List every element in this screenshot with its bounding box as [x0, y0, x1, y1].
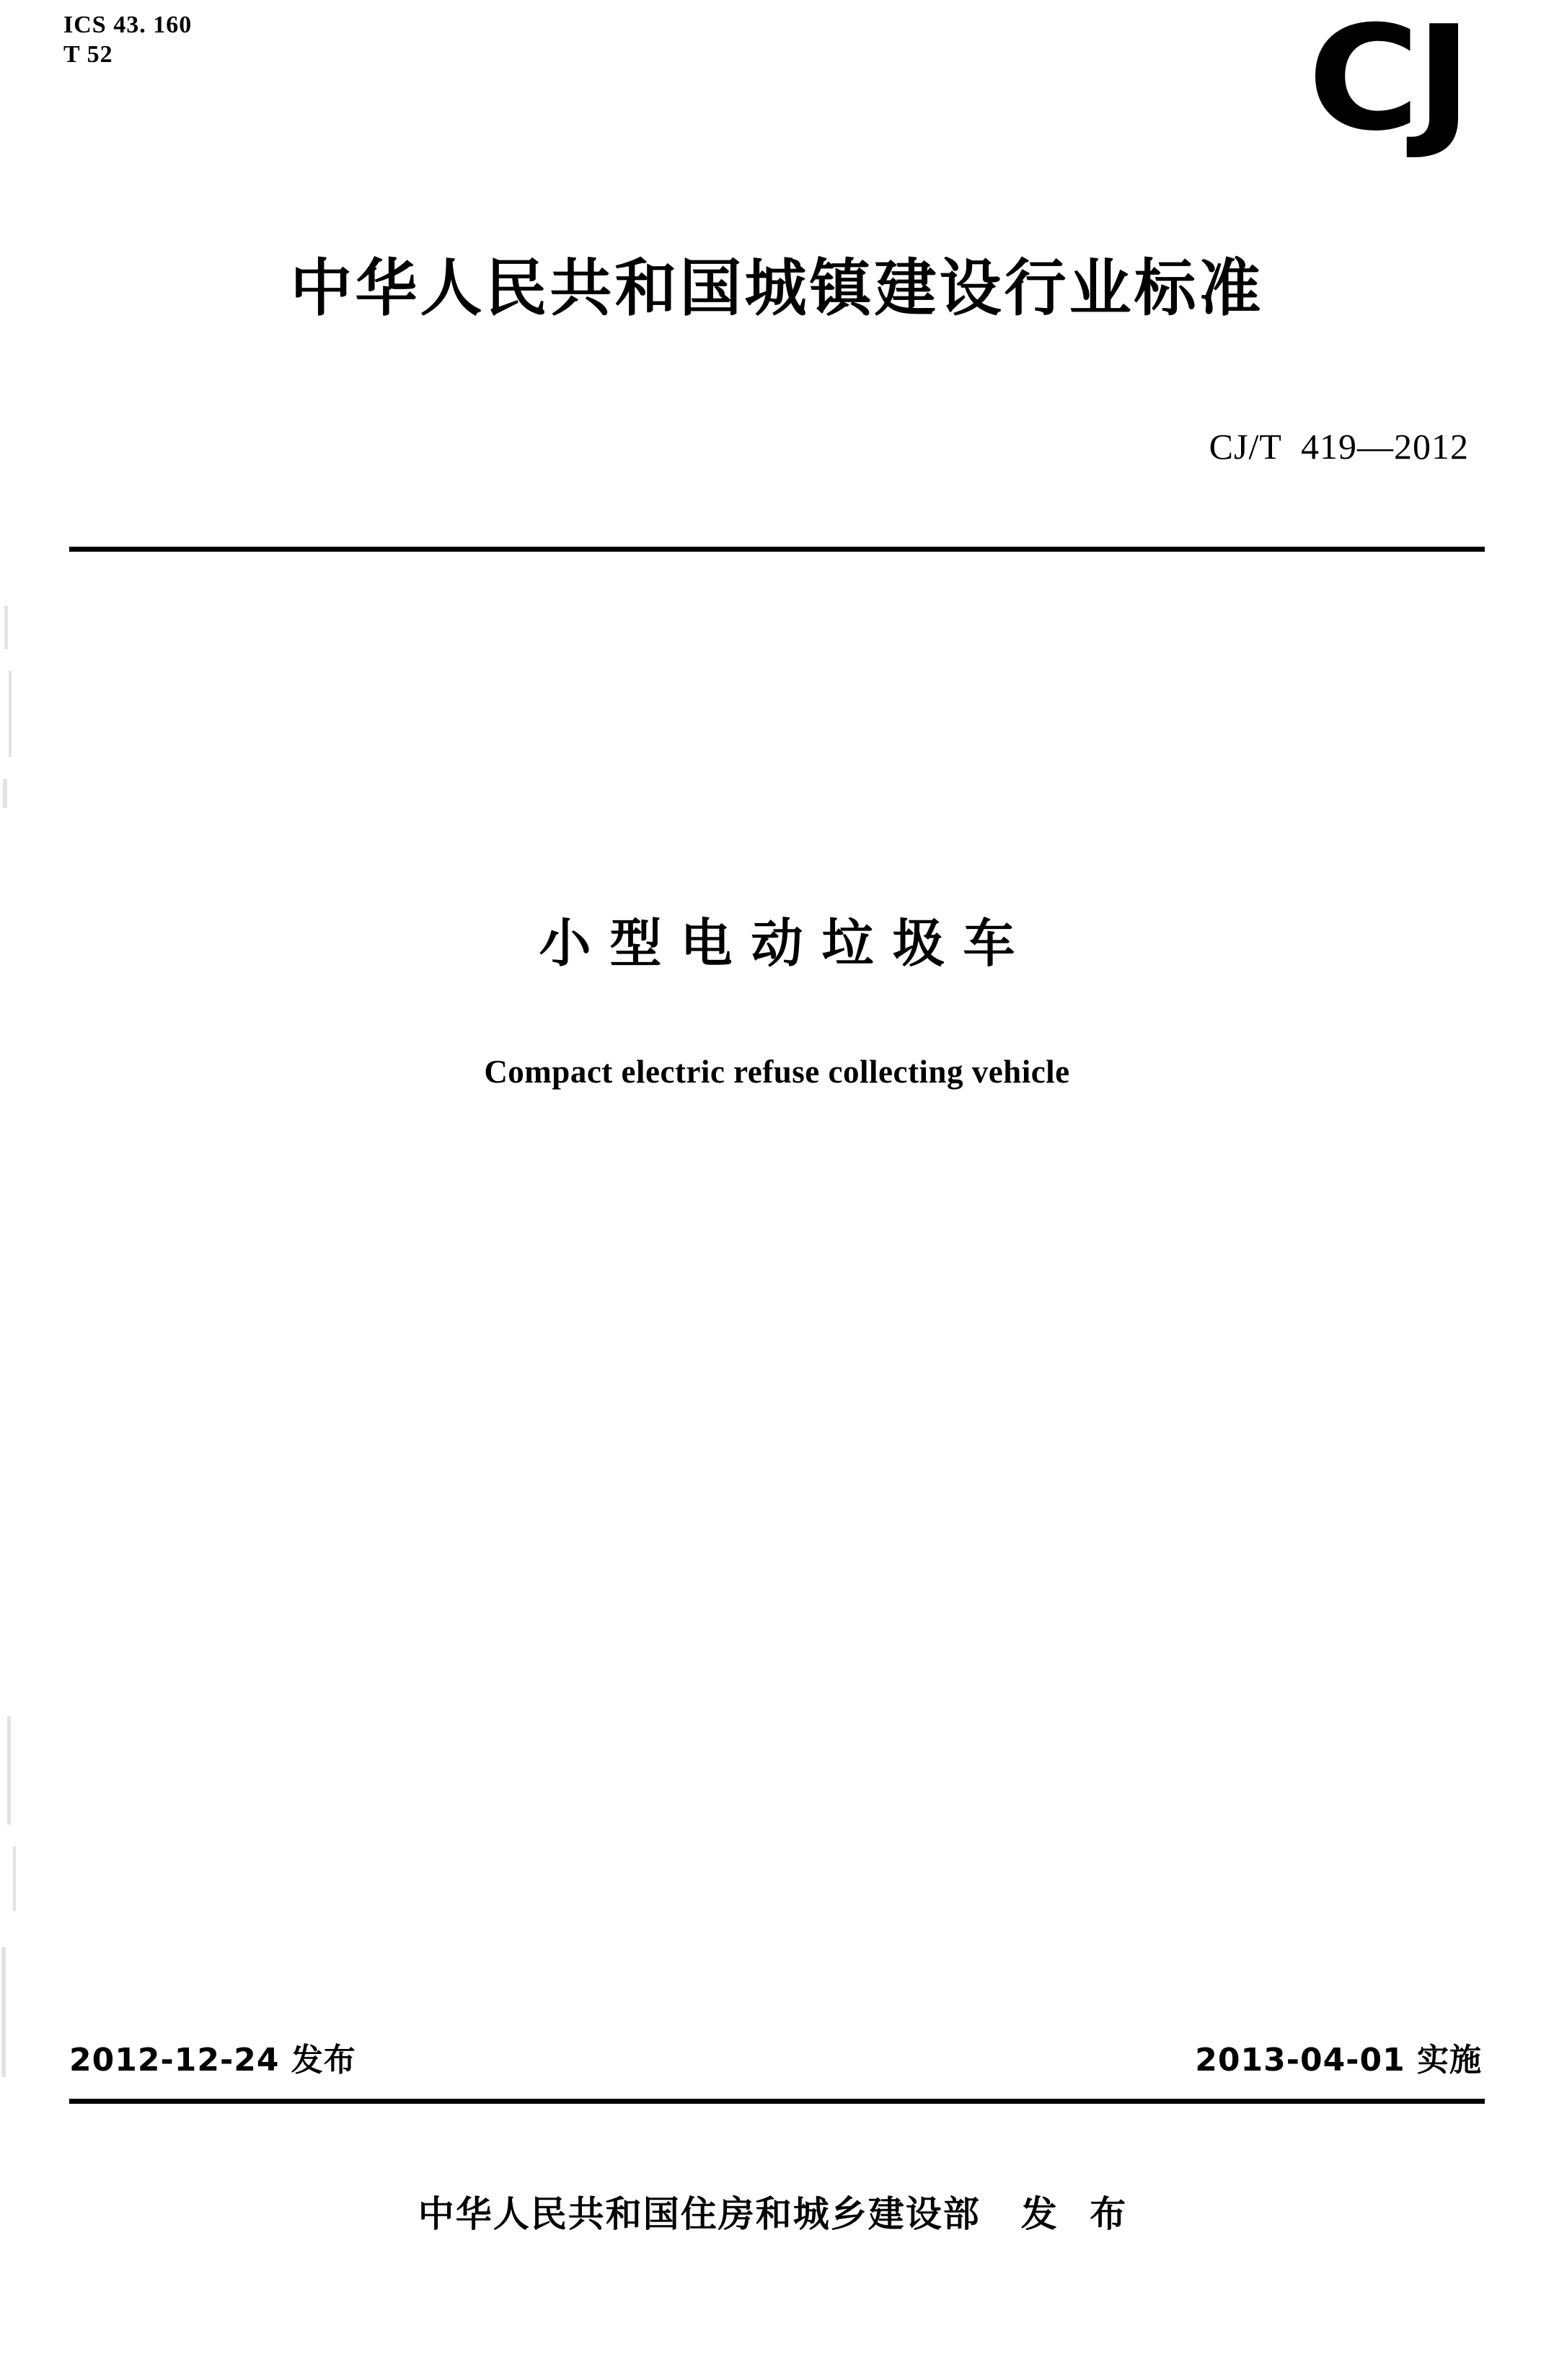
divider-top [69, 547, 1485, 552]
ics-code: ICS 43. 160 [63, 12, 193, 38]
document-title-english: Compact electric refuse collecting vehicle [484, 1054, 1070, 1090]
cj-logo: CJ [1307, 0, 1467, 163]
document-title-chinese: 小型电动垃圾车 [539, 913, 1034, 974]
scan-artifact [3, 779, 7, 808]
scan-artifact [9, 671, 12, 757]
ics-category-code: T 52 [63, 41, 113, 69]
scan-artifact [1, 1947, 6, 2077]
issuing-authority-title: 中华人民共和国城镇建设行业标准 [290, 252, 1264, 325]
ics-classification-block [63, 10, 192, 70]
divider-bottom [69, 2099, 1485, 2104]
issuer-action: 发 布 [1020, 2193, 1136, 2235]
issuer-line [0, 2185, 1554, 2237]
scan-artifact [7, 1716, 11, 1825]
publish-date: 2012-12-24 发布 [69, 2042, 356, 2079]
standard-number: CJ/T 419—2012 [1209, 426, 1469, 467]
scan-artifact [13, 1846, 16, 1911]
issuer-organization: 中华人民共和国住房和城乡建设部 [418, 2193, 981, 2235]
implementation-date: 2013-04-01 实施 [1195, 2042, 1482, 2079]
scan-artifact [4, 606, 8, 649]
